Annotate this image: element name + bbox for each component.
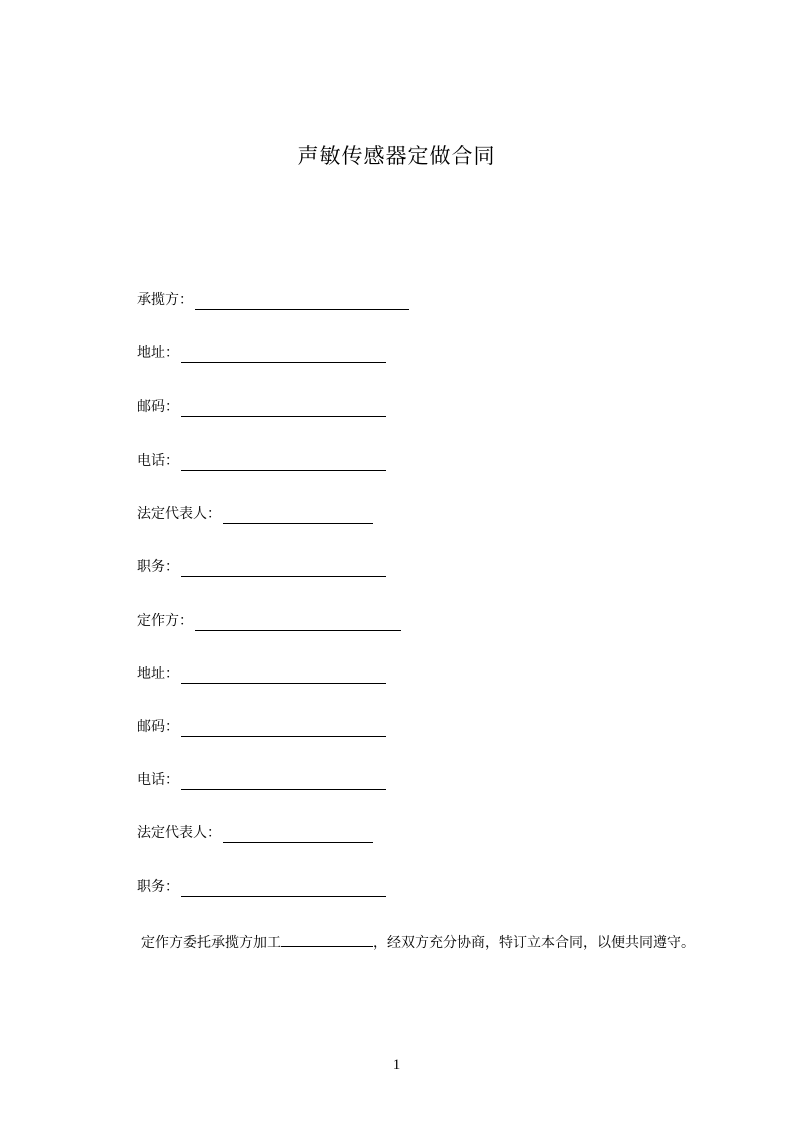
contractor-party-field (137, 290, 409, 310)
orderer-position-label: 职务： (137, 879, 179, 895)
orderer-postcode-label: 邮码： (137, 719, 179, 735)
orderer-legal-rep-blank (223, 825, 373, 843)
contractor-legal-rep-label: 法定代表人： (137, 506, 221, 522)
orderer-party-label: 定作方： (137, 613, 193, 629)
orderer-phone-blank (181, 772, 386, 790)
contractor-address-label: 地址： (137, 345, 179, 361)
contractor-party-label: 承揽方： (137, 292, 193, 308)
product-name-blank (281, 930, 373, 947)
orderer-address-label: 地址： (137, 666, 179, 682)
orderer-postcode-blank (181, 719, 386, 737)
intro-part2: ，经双方充分协商，特订立本合同，以便共同遵守。 (373, 935, 695, 951)
contractor-position-label: 职务： (137, 559, 179, 575)
orderer-party-blank (195, 613, 401, 631)
contractor-party-blank (195, 292, 409, 310)
contractor-address-field (137, 343, 386, 363)
page-number: 1 (392, 1057, 401, 1073)
orderer-position-field (137, 877, 386, 897)
orderer-legal-rep-field (137, 823, 373, 843)
intro-part1: 定作方委托承揽方加工 (141, 935, 281, 951)
contractor-legal-rep-blank (223, 506, 373, 524)
orderer-party-field (137, 611, 401, 631)
contractor-address-blank (181, 345, 386, 363)
intro-paragraph (105, 930, 705, 956)
orderer-address-field (137, 664, 386, 684)
contractor-position-field (137, 557, 386, 577)
document-title: 声敏传感器定做合同 (297, 144, 496, 168)
contractor-position-blank (181, 559, 386, 577)
contractor-postcode-blank (181, 399, 386, 417)
contractor-legal-rep-field (137, 504, 373, 524)
orderer-phone-field (137, 770, 386, 790)
orderer-phone-label: 电话： (137, 772, 179, 788)
contractor-phone-field (137, 451, 386, 471)
orderer-position-blank (181, 879, 386, 897)
orderer-postcode-field (137, 717, 386, 737)
contractor-postcode-field (137, 397, 386, 417)
contractor-postcode-label: 邮码： (137, 399, 179, 415)
orderer-legal-rep-label: 法定代表人： (137, 825, 221, 841)
contractor-phone-blank (181, 453, 386, 471)
contractor-phone-label: 电话： (137, 453, 179, 469)
orderer-address-blank (181, 666, 386, 684)
